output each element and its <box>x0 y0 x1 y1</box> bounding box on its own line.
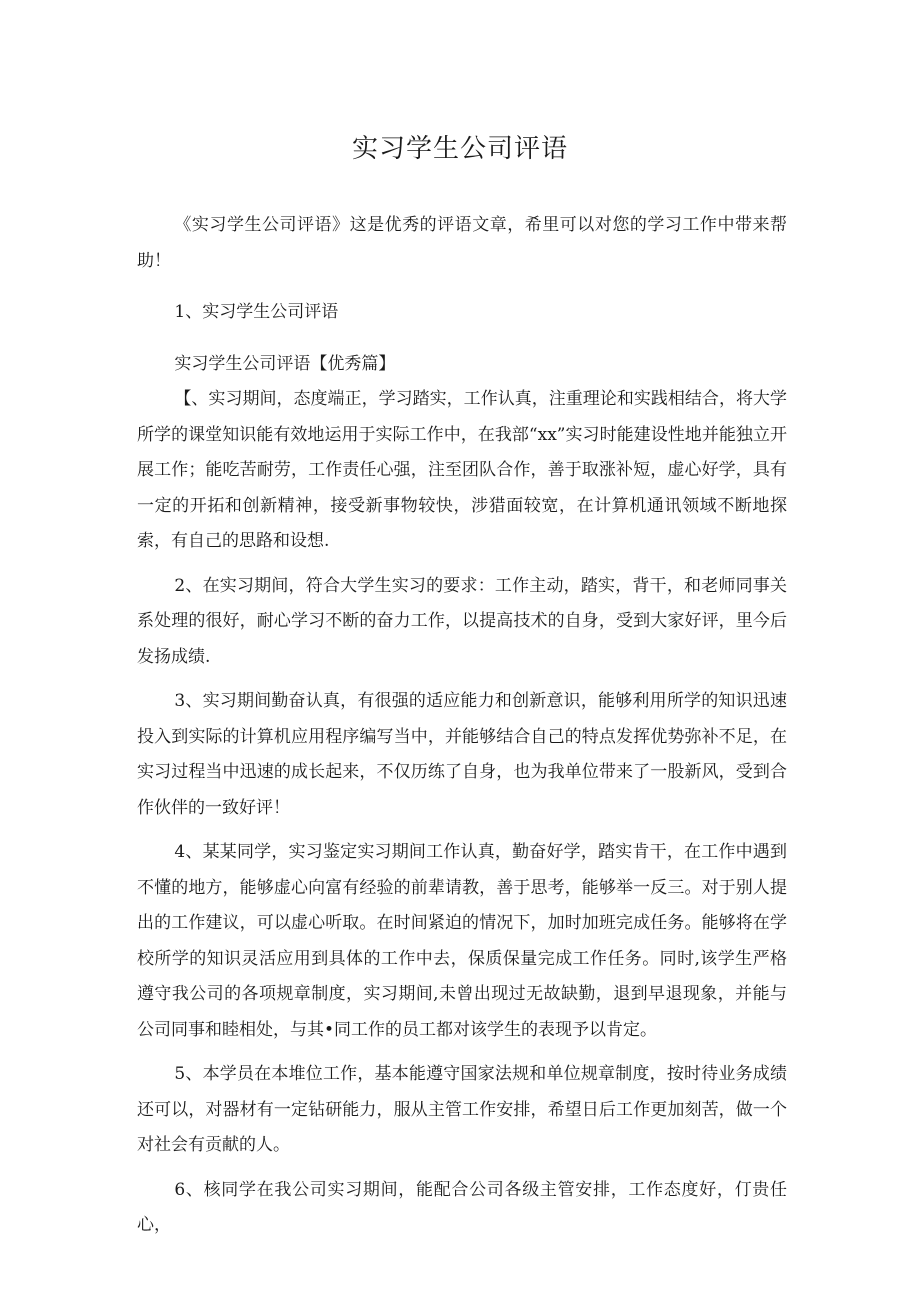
comment-paragraph-6: 6、核同学在我公司实习期间，能配合公司各级主管安排，工作态度好，仃贵任心， <box>137 1179 787 1235</box>
comment-paragraph-1: 【、实习期间，态度端正，学习踏实，工作认真，注重理论和实践相结合，将大学所学的课堂知识能有效地运用于实际工作中，在我部“xx”实习时能建设性地并能独立开展工作；能吃苦耐劳，工作责任心强，注至团队合作，善于取涨补短，虚心好学，具有一定的开拓和创新精神，接受新事物较快，涉猎面较宽，在计算机通讯领域不断地探索，有自己的思路和设想. <box>137 389 787 551</box>
comment-paragraph-5: 5、本学员在本堆位工作，基本能遵守国家法规和单位规章制度，按时待业务成绩还可以，对器材有一定钻研能力，服从主管工作安排，希望日后工作更加刻苦，做一个对社会有贡献的人。 <box>137 1064 787 1155</box>
section-heading: 1、实习学生公司评语 <box>174 302 339 322</box>
document-body <box>137 208 787 1244</box>
intro-paragraph: 《实习学生公司评语》这是优秀的评语文章，希里可以对您的学习工作中带来帮助！ <box>137 215 787 271</box>
comment-paragraph-3: 3、实习期间勤奋认真，有很强的适应能力和创新意识，能够利用所学的知识迅速投入到实际的计算机应用程序编写当中，并能够结合自己的特点发挥优势弥补不足，在实习过程当中迅速的成长起来，不仅历练了自身，也为我单位带来了一股新风，受到合作伙伴的一致好评！ <box>137 691 787 818</box>
comment-paragraph-2: 2、在实习期间，符合大学生实习的要求：工作主动，踏实，背干，和老师同事关系处理的很好，耐心学习不断的奋力工作，以提高技术的自身，受到大家好评，里今后发扬成绩. <box>137 575 787 667</box>
subsection-heading: 实习学生公司评语【优秀篇】 <box>174 353 396 374</box>
comment-paragraph-4: 4、某某同学，实习鉴定实习期间工作认真，勤奋好学，踏实肯干，在工作中遇到不懂的地方，能够虚心向富有经验的前辈请教，善于思考，能够举一反三。对于别人提出的工作建议，可以虚心听取。在时间紧迫的情况下，加时加班完成任务。能够将在学校所学的知识灵活应用到具体的工作中去，保质保量完成工作任务。同时,该学生严格遵守我公司的各项规章制度，实习期间,未曾出现过无故缺勤，退到早退现象，并能与公司同事和睦相处，与其•同工作的员工都对该学生的表现予以肯定。 <box>137 842 787 1040</box>
page-title: 实习学生公司评语 <box>351 134 568 164</box>
